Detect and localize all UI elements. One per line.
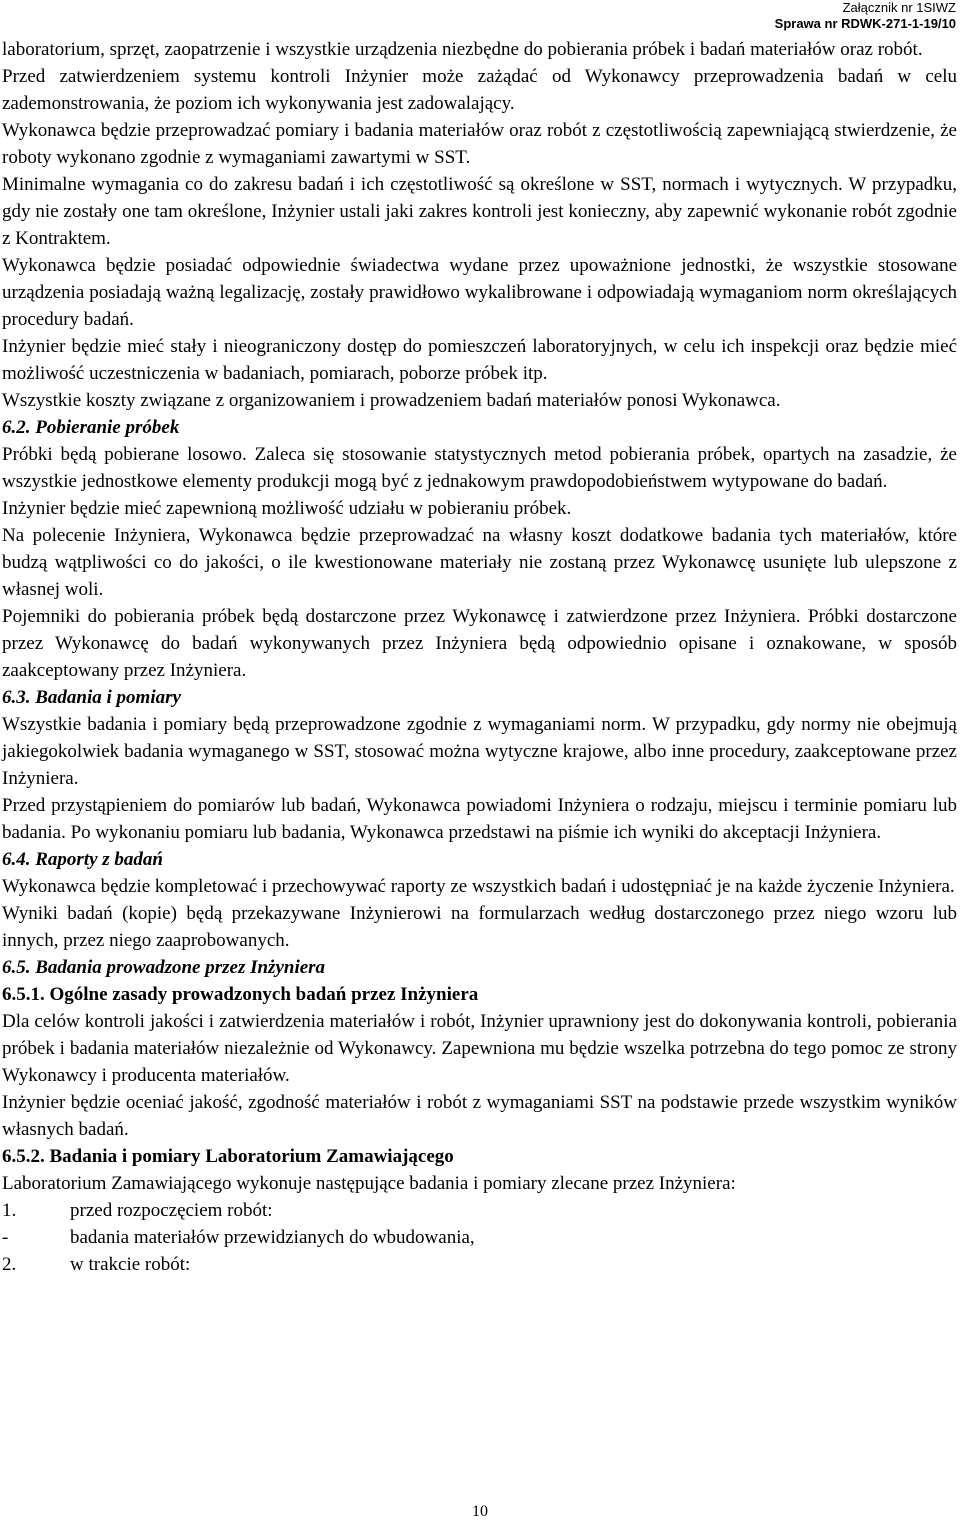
section-title: Pobieranie próbek	[35, 417, 180, 438]
header-attachment: Załącznik nr 1SIWZ	[842, 0, 956, 15]
section-number: 6.5.	[2, 957, 31, 978]
paragraph: Inżynier będzie mieć zapewnioną możliwość udziału w pobieraniu próbek.	[2, 498, 572, 519]
paragraph: Próbki będą pobierane losowo. Zaleca się stosowanie statystycznych metod pobierania próbek, opartych na zasadzie, że wszystkie jednostkowe elementy produkcji mogą być z jednakowym prawdopodobieństwem wytypowane do badań.	[2, 444, 957, 492]
paragraph: Wykonawca będzie przeprowadzać pomiary i badania materiałów oraz robót z częstotliwością zapewniającą stwierdzenie, że roboty wykonano zgodnie z wymaganiami zawartymi w SST.	[2, 120, 957, 168]
paragraph: Wszystkie badania i pomiary będą przeprowadzone zgodnie z wymaganiami norm. W przypadku, gdy normy nie obejmują jakiegokolwiek badania wymaganego w SST, stosować można wytyczne krajowe, albo inne procedury, zaakceptowane przez Inżyniera.	[2, 714, 957, 789]
list-marker: -	[2, 1227, 9, 1248]
section-heading-6-5-1	[2, 981, 957, 1008]
section-heading-6-5-2	[2, 1143, 957, 1170]
paragraph: Inżynier będzie oceniać jakość, zgodność materiałów i robót z wymaganiami SST na podstawie przede wszystkim wyników własnych badań.	[2, 1092, 957, 1140]
list-item	[2, 1251, 957, 1278]
paragraph: Laboratorium Zamawiającego wykonuje następujące badania i pomiary zlecane przez Inżyniera:	[2, 1173, 736, 1194]
list-text: przed rozpoczęciem robót:	[70, 1200, 273, 1221]
document-body	[2, 36, 957, 1278]
section-number: 6.2.	[2, 417, 31, 438]
section-heading-6-2	[2, 414, 957, 441]
section-title: Badania i pomiary Laboratorium Zamawiającego	[49, 1146, 454, 1167]
paragraph: Wszystkie koszty związane z organizowaniem i prowadzeniem badań materiałów ponosi Wykonawca.	[2, 390, 781, 411]
paragraph: Przed zatwierdzeniem systemu kontroli Inżynier może zażądać od Wykonawcy przeprowadzenia badań w celu zademonstrowania, że poziom ich wykonywania jest zadowalający.	[2, 66, 957, 114]
section-number: 6.5.2.	[2, 1146, 45, 1167]
section-heading-6-4	[2, 846, 957, 873]
paragraph: laboratorium, sprzęt, zaopatrzenie i wszystkie urządzenia niezbędne do pobierania próbek i badań materiałów oraz robót.	[2, 39, 923, 60]
section-title: Badania prowadzone przez Inżyniera	[35, 957, 326, 978]
paragraph: Dla celów kontroli jakości i zatwierdzenia materiałów i robót, Inżynier uprawniony jest do dokonywania kontroli, pobierania próbek i badania materiałów niezależnie od Wykonawcy. Zapewniona mu będzie wszelka potrzebna do tego pomoc ze strony Wykonawcy i producenta materiałów.	[2, 1011, 957, 1086]
list-item	[2, 1197, 957, 1224]
section-number: 6.4.	[2, 849, 31, 870]
paragraph: Wykonawca będzie kompletować i przechowywać raporty ze wszystkich badań i udostępniać je na każde życzenie Inżyniera.	[2, 876, 955, 897]
list-marker: 2.	[2, 1254, 17, 1275]
list-marker: 1.	[2, 1200, 17, 1221]
paragraph: Pojemniki do pobierania próbek będą dostarczone przez Wykonawcę i zatwierdzone przez Inżyniera. Próbki dostarczone przez Wykonawcę do badań wykonywanych przez Inżyniera będą odpowiednio opisane i oznakowane, w sposób zaakceptowany przez Inżyniera.	[2, 606, 957, 681]
paragraph: Wykonawca będzie posiadać odpowiednie świadectwa wydane przez upoważnione jednostki, że wszystkie stosowane urządzenia posiadają ważną legalizację, zostały prawidłowo wykalibrowane i odpowiadają wymaganiom norm określających procedury badań.	[2, 255, 957, 330]
section-heading-6-3	[2, 684, 957, 711]
section-title: Raporty z badań	[35, 849, 163, 870]
page-number: 10	[472, 1503, 488, 1520]
list-text: w trakcie robót:	[70, 1254, 191, 1275]
section-number: 6.3.	[2, 687, 31, 708]
paragraph: Minimalne wymagania co do zakresu badań i ich częstotliwość są określone w SST, normach i wytycznych. W przypadku, gdy nie zostały one tam określone, Inżynier ustali jaki zakres kontroli jest konieczny, aby zapewnić wykonanie robót zgodnie z Kontraktem.	[2, 174, 957, 249]
paragraph: Na polecenie Inżyniera, Wykonawca będzie przeprowadzać na własny koszt dodatkowe badania tych materiałów, które budzą wątpliwości co do jakości, o ile kwestionowane materiały nie zostaną przez Wykonawcę usunięte lub ulepszone z własnej woli.	[2, 525, 957, 600]
page-header	[775, 0, 956, 32]
paragraph: Wyniki badań (kopie) będą przekazywane Inżynierowi na formularzach według dostarczonego przez niego wzoru lub innych, przez niego zaaprobowanych.	[2, 903, 957, 951]
section-title: Ogólne zasady prowadzonych badań przez Inżyniera	[49, 984, 479, 1005]
section-heading-6-5	[2, 954, 957, 981]
paragraph: Przed przystąpieniem do pomiarów lub badań, Wykonawca powiadomi Inżyniera o rodzaju, miejscu i terminie pomiaru lub badania. Po wykonaniu pomiaru lub badania, Wykonawca przedstawi na piśmie ich wyniki do akceptacji Inżyniera.	[2, 795, 957, 843]
header-case-number: Sprawa nr RDWK-271-1-19/10	[774, 16, 956, 31]
section-title: Badania i pomiary	[35, 687, 181, 708]
list-item	[2, 1224, 957, 1251]
list-text: badania materiałów przewidzianych do wbudowania,	[70, 1227, 475, 1248]
paragraph: Inżynier będzie mieć stały i nieograniczony dostęp do pomieszczeń laboratoryjnych, w celu ich inspekcji oraz będzie mieć możliwość uczestniczenia w badaniach, pomiarach, poborze próbek itp.	[2, 336, 957, 384]
section-number: 6.5.1.	[2, 984, 45, 1005]
